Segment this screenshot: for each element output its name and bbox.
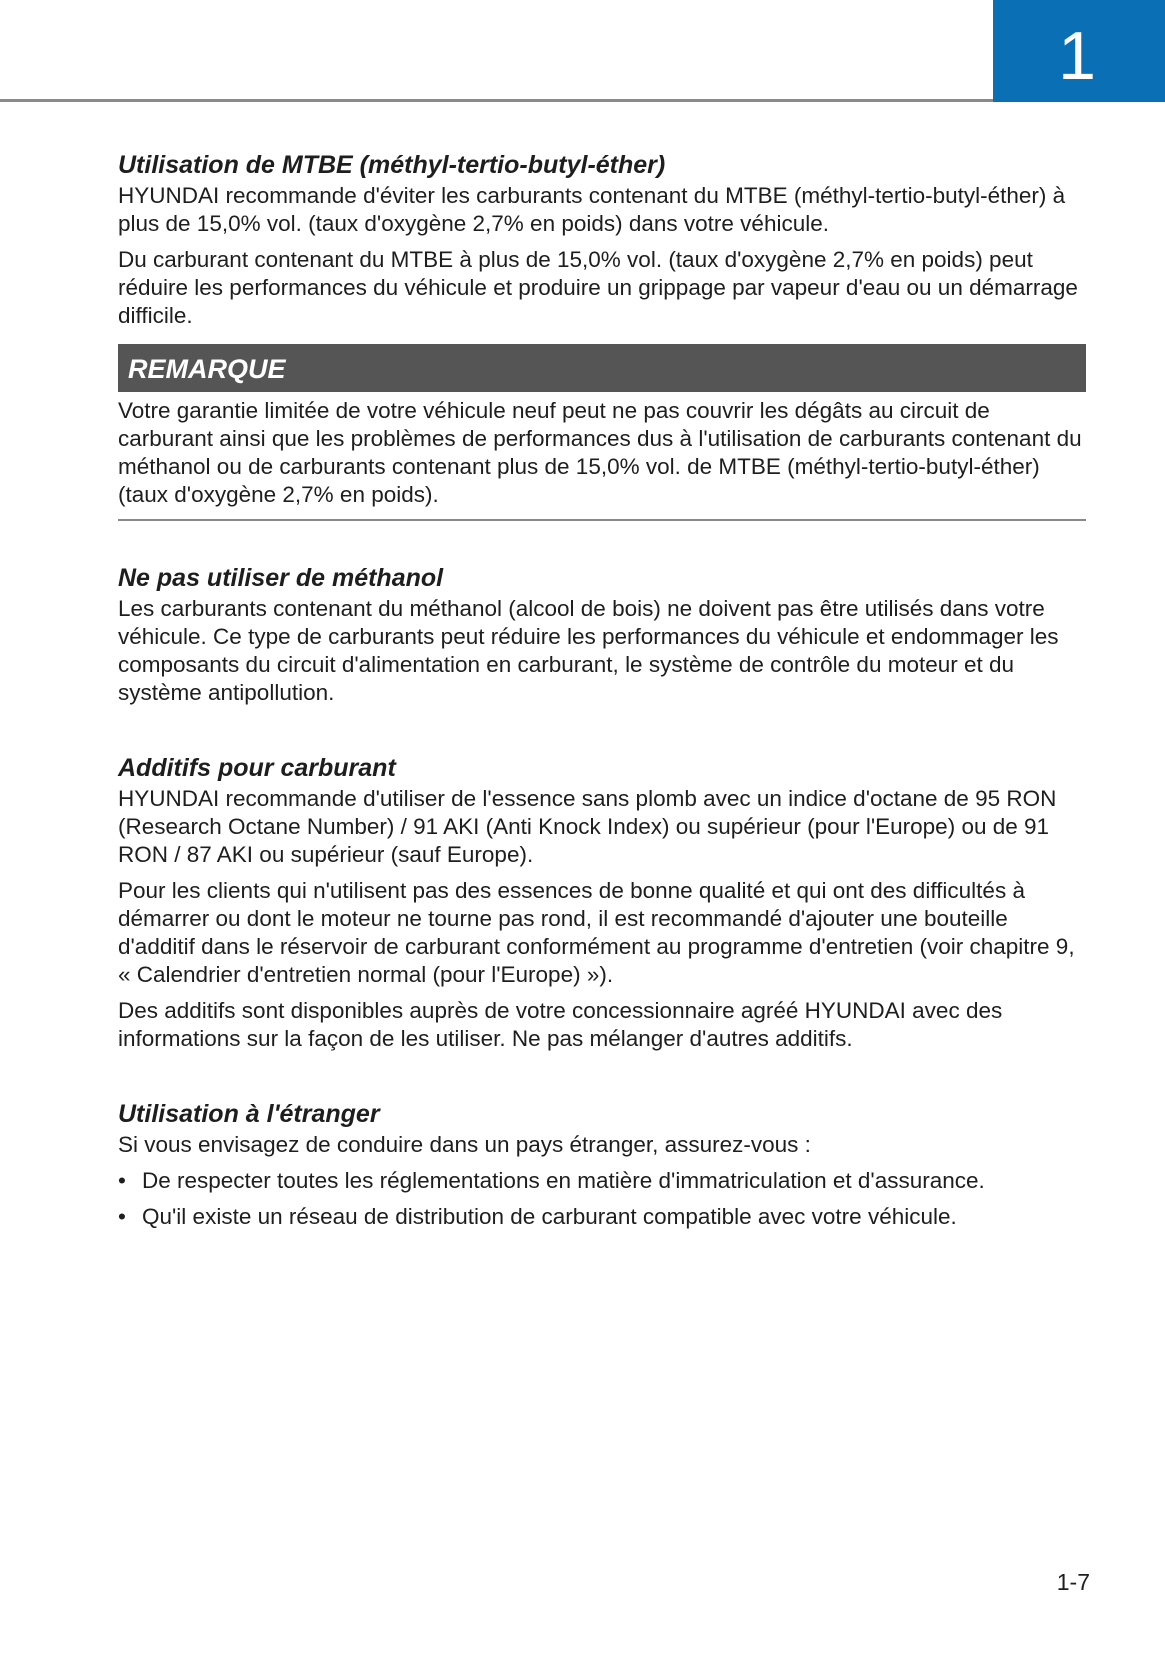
section-additifs — [118, 751, 1086, 1053]
list-item-text: Qu'il existe un réseau de distribution de carburant compatible avec votre véhicule. — [142, 1204, 957, 1229]
section-heading-additifs: Additifs pour carburant — [118, 754, 396, 782]
bullet-icon: • — [118, 1168, 126, 1193]
remark-divider — [118, 519, 1086, 521]
list-item — [118, 1167, 1086, 1195]
list-item — [118, 1203, 1086, 1231]
section-heading-methanol: Ne pas utiliser de méthanol — [118, 564, 444, 592]
section-heading-mtbe: Utilisation de MTBE (méthyl-tertio-butyl-éther) — [118, 151, 666, 179]
section-methanol — [118, 561, 1086, 707]
paragraph: Les carburants contenant du méthanol (alcool de bois) ne doivent pas être utilisés dans votre véhicule. Ce type de carburants peut réduire les performances du véhicule et endommager les composants du circuit d'alimentation en carburant, le système de contrôle du moteur et du système antipollution. — [118, 596, 1059, 705]
bullet-list — [118, 1167, 1086, 1231]
page-content — [118, 148, 1086, 1231]
section-etranger — [118, 1097, 1086, 1231]
remark-box — [118, 344, 1086, 521]
page-number: 1-7 — [1056, 1569, 1090, 1595]
section-mtbe — [118, 148, 1086, 330]
section-heading-etranger: Utilisation à l'étranger — [118, 1100, 380, 1128]
paragraph: Du carburant contenant du MTBE à plus de 15,0% vol. (taux d'oxygène 2,7% en poids) peut réduire les performances du véhicule et produire un grippage par vapeur d'eau ou un démarrage difficile. — [118, 247, 1078, 328]
list-item-text: De respecter toutes les réglementations en matière d'immatriculation et d'assurance. — [142, 1168, 985, 1193]
paragraph: HYUNDAI recommande d'utiliser de l'essence sans plomb avec un indice d'octane de 95 RON (Research Octane Number) / 91 AKI (Anti Knock Index) ou supérieur (pour l'Europe) ou de 91 RON / 87 AKI ou supérieur (sauf Europe). — [118, 786, 1057, 867]
chapter-tab: 1 — [993, 0, 1165, 102]
paragraph: Pour les clients qui n'utilisent pas des essences de bonne qualité et qui ont des difficultés à démarrer ou dont le moteur ne tourne pas rond, il est recommandé d'ajouter une bouteille d'additif dans le réservoir de carburant conformément au programme d'entretien (voir chapitre 9, « Calendrier d'entretien normal (pour l'Europe) »). — [118, 878, 1075, 987]
remark-text: Votre garantie limitée de votre véhicule neuf peut ne pas couvrir les dégâts au circuit de carburant ainsi que les problèmes de performances dus à l'utilisation de carburants contenant du méthanol ou de carburants contenant plus de 15,0% vol. de MTBE (méthyl-tertio-butyl-éther) (taux d'oxygène 2,7% en poids). — [118, 398, 1082, 507]
bullet-icon: • — [118, 1204, 126, 1229]
remark-title: REMARQUE — [118, 344, 1086, 392]
header-rule — [0, 99, 993, 102]
paragraph: Si vous envisagez de conduire dans un pays étranger, assurez-vous : — [118, 1132, 811, 1157]
paragraph: Des additifs sont disponibles auprès de votre concessionnaire agréé HYUNDAI avec des informations sur la façon de les utiliser. Ne pas mélanger d'autres additifs. — [118, 998, 1003, 1051]
paragraph: HYUNDAI recommande d'éviter les carburants contenant du MTBE (méthyl-tertio-butyl-éther) à plus de 15,0% vol. (taux d'oxygène 2,7% en poids) dans votre véhicule. — [118, 183, 1066, 236]
